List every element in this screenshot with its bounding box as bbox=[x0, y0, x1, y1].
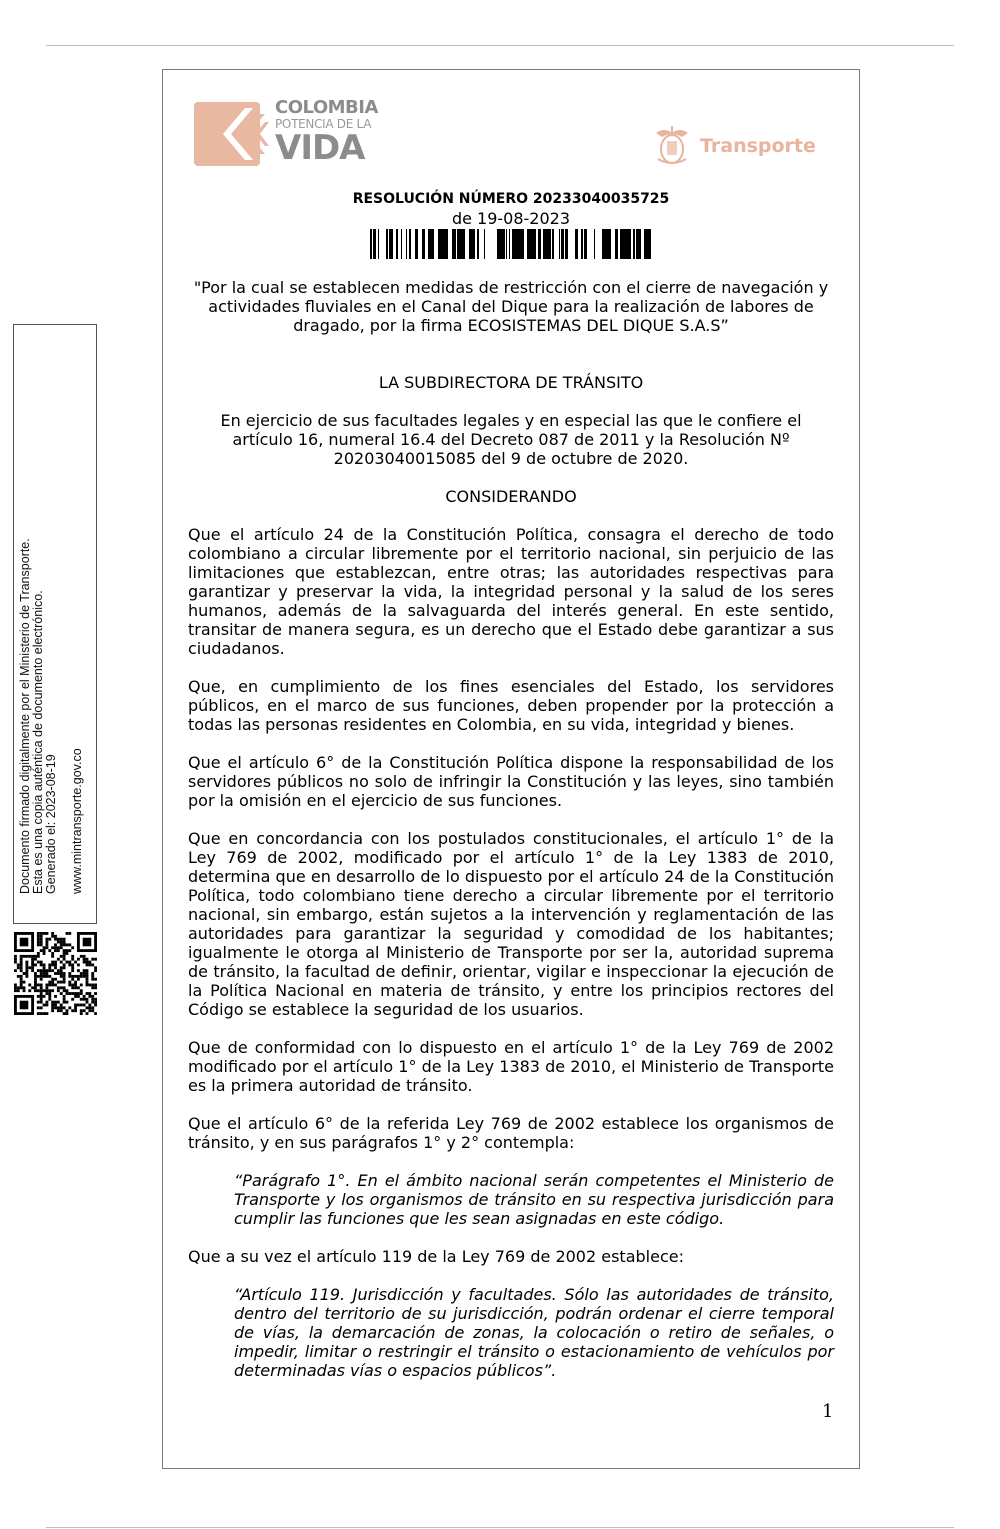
page-number: 1 bbox=[822, 1401, 834, 1422]
issuing-authority: LA SUBDIRECTORA DE TRÁNSITO bbox=[378, 373, 644, 392]
paragraph: Que a su vez el artículo 119 de la Ley 769 de 2002 establece: bbox=[188, 1247, 684, 1266]
paragraph: Que en concordancia con los postulados constitucionales, el artículo 1° de la Ley 769 de 2002, modificado por el artículo 1° de la Ley 1383 de 2010, determina que en desarrollo de lo dispuesto por el artículo 24 de la Constitución Política, todo colombiano tiene derecho a circular libremente por el territorio nacional, sin embargo, están sujetos a la intervención y reglamentación de las autoridades para garantizar la seguridad y comodidad de los habitantes; igualmente le otorga al Ministerio de Transporte por ser la, autoridad suprema de tránsito, la facultad de definir, orientar, vigilar e inspeccionar la ejecución de la Política Nacional en materia de tránsito, y entre los principios rectores del Código se establece la seguridad de los usuarios. bbox=[188, 829, 834, 1019]
stamp-website: www.mintransporte.gov.co bbox=[70, 748, 84, 894]
top-rule bbox=[46, 45, 954, 46]
qr-code-icon bbox=[14, 932, 97, 1015]
paragraph: Que el artículo 6° de la Constitución Política dispone la responsabilidad de los servidores públicos no solo de infringir la Constitución y las leyes, sino también por la omisión en el ejercicio de sus funciones. bbox=[188, 753, 834, 810]
legal-basis: En ejercicio de sus facultades legales y en especial las que le confiere el artículo 16, numeral 16.4 del Decreto 087 de 2011 y la Resolución Nº 20203040015085 del 9 de octubre de 2020. bbox=[220, 411, 802, 468]
barcode-icon bbox=[370, 229, 652, 259]
resolution-number: RESOLUCIÓN NÚMERO 20233040035725 bbox=[352, 191, 670, 207]
bottom-rule bbox=[46, 1527, 954, 1528]
stamp-line2: Esta es una copia auténtica de documento electrónico. bbox=[31, 590, 45, 894]
logo-line1: COLOMBIA bbox=[275, 97, 378, 118]
paragraph: Que, en cumplimiento de los fines esenciales del Estado, los servidores públicos, en el marco de sus funciones, deben propender por la protección a todas las personas residentes en Colombia, en su vida, integridad y bienes. bbox=[188, 677, 834, 734]
stamp-line1: Documento firmado digitalmente por el Ministerio de Transporte. bbox=[18, 538, 32, 894]
paragraph: Que el artículo 6° de la referida Ley 769 de 2002 establece los organismos de tránsito, y en sus parágrafos 1° y 2° contempla: bbox=[188, 1114, 834, 1152]
document-body bbox=[188, 278, 834, 1380]
paragraph: Que el artículo 24 de la Constitución Política, consagra el derecho de todo colombiano a circular libremente por el territorio nacional, sin perjuicio de las limitaciones que establezcan, entre otras; las autoridades respectivas para garantizar y preservar la vida, la integridad personal y la salud de los seres humanos, además de la salvaguarda del interés general. En este sentido, transitar de manera segura, es un derecho que el Estado debe garantizar a sus ciudadanos. bbox=[188, 525, 834, 658]
coat-of-arms-icon bbox=[652, 123, 692, 169]
considerando-heading: CONSIDERANDO bbox=[445, 487, 577, 506]
signature-stamp bbox=[13, 324, 97, 924]
logo-line2: POTENCIA DE LA bbox=[275, 117, 372, 131]
stamp-line3: Generado el: 2023-08-19 bbox=[44, 754, 58, 894]
resolution-title: "Por la cual se establecen medidas de restricción con el cierre de navegación y actividades fluviales en el Canal del Dique para la realización de labores de dragado, por la firma ECOSISTEMAS DEL DIQUE S.A.S” bbox=[193, 278, 829, 335]
paragraph: Que de conformidad con lo dispuesto en el artículo 1° de la Ley 769 de 2002 modificado por el artículo 1° de la Ley 1383 de 2010, el Ministerio de Transporte es la primera autoridad de tránsito. bbox=[188, 1038, 834, 1095]
transporte-logo bbox=[652, 123, 816, 169]
quote-articulo-119: “Artículo 119. Jurisdicción y facultades. Sólo las autoridades de tránsito, dentro del territorio de su jurisdicción, podrán ordenar el cierre temporal de vías, la demarcación de zonas, la colocación o retiro de señales, o impedir, limitar o restringir el tránsito o estacionamiento de vehículos por determinadas vías o espacios públicos”. bbox=[234, 1285, 834, 1380]
colombia-logo-text bbox=[275, 97, 378, 168]
logo-line3: VIDA bbox=[275, 128, 365, 168]
transporte-logo-text: Transporte bbox=[700, 135, 816, 157]
resolution-date: de 19-08-2023 bbox=[451, 209, 571, 228]
quote-paragrafo: “Parágrafo 1°. En el ámbito nacional serán competentes el Ministerio de Transporte y los organismos de tránsito en su respectiva jurisdicción para cumplir las funciones que les sean asignadas en este código. bbox=[234, 1171, 834, 1228]
